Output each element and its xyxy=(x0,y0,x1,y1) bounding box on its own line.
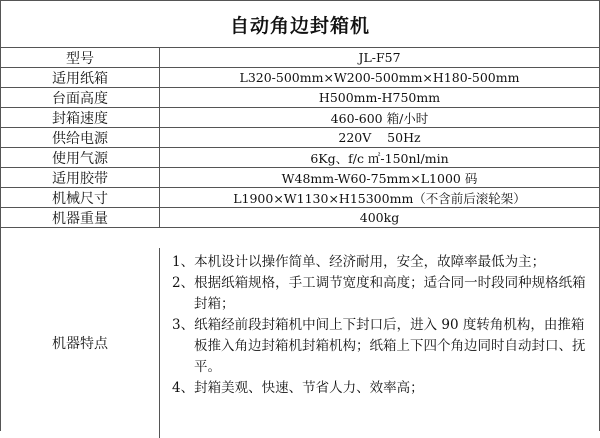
spec-label: 机器重量 xyxy=(1,208,160,227)
spec-row-table-height xyxy=(1,88,599,108)
spec-value: W48mm-W60-75mm×L1000 码 xyxy=(281,170,478,186)
feature-item: 3、纸箱经前段封箱机中间上下封口后，进入 90 度转角机构，由推箱板推入角边封箱机封箱机构；纸箱上下四个角边同时自动封口、抚平。 xyxy=(172,317,586,375)
features-list xyxy=(160,248,599,438)
spec-value: 6Kg、f/c ㎡-150nl/min xyxy=(310,150,449,166)
spec-row-weight xyxy=(1,208,599,228)
spec-value: H500mm-H750mm xyxy=(318,90,441,105)
spec-value: 220V 50Hz xyxy=(338,130,421,145)
spec-row-power xyxy=(1,128,599,148)
features-label: 机器特点 xyxy=(1,248,160,438)
spec-value: L320-500mm×W200-500mm×H180-500mm xyxy=(239,70,520,85)
spec-row-model xyxy=(1,48,599,68)
spec-label: 机械尺寸 xyxy=(1,188,160,207)
spec-label: 供给电源 xyxy=(1,128,160,147)
spec-label: 使用气源 xyxy=(1,148,160,167)
feature-item: 1、本机设计以操作简单、经济耐用，安全，故障率最低为主； xyxy=(172,254,546,270)
spec-row-carton xyxy=(1,68,599,88)
spec-value: L1900×W1130×H15300mm（不含前后滚轮架） xyxy=(233,190,526,206)
spec-row-air xyxy=(1,148,599,168)
spec-row-dimensions xyxy=(1,188,599,208)
spec-value: 400kg xyxy=(359,210,400,225)
spec-label: 适用纸箱 xyxy=(1,68,160,87)
features-row xyxy=(1,248,599,438)
spec-row-speed xyxy=(1,108,599,128)
spec-row-tape xyxy=(1,168,599,188)
spec-label: 台面高度 xyxy=(1,88,160,107)
spec-value: 460-600 箱/小时 xyxy=(330,110,429,126)
feature-item: 2、根据纸箱规格，手工调节宽度和高度；适合同一时段同种规格纸箱封箱； xyxy=(172,275,586,312)
sheet-title: 自动角边封箱机 xyxy=(1,1,599,48)
feature-item: 4、封箱美观、快速、节省人力、效率高； xyxy=(172,380,424,396)
spec-table xyxy=(1,48,599,228)
spec-label: 适用胶带 xyxy=(1,168,160,187)
spec-label: 型号 xyxy=(1,48,160,67)
spec-label: 封箱速度 xyxy=(1,108,160,127)
spec-value: JL-F57 xyxy=(358,50,401,65)
